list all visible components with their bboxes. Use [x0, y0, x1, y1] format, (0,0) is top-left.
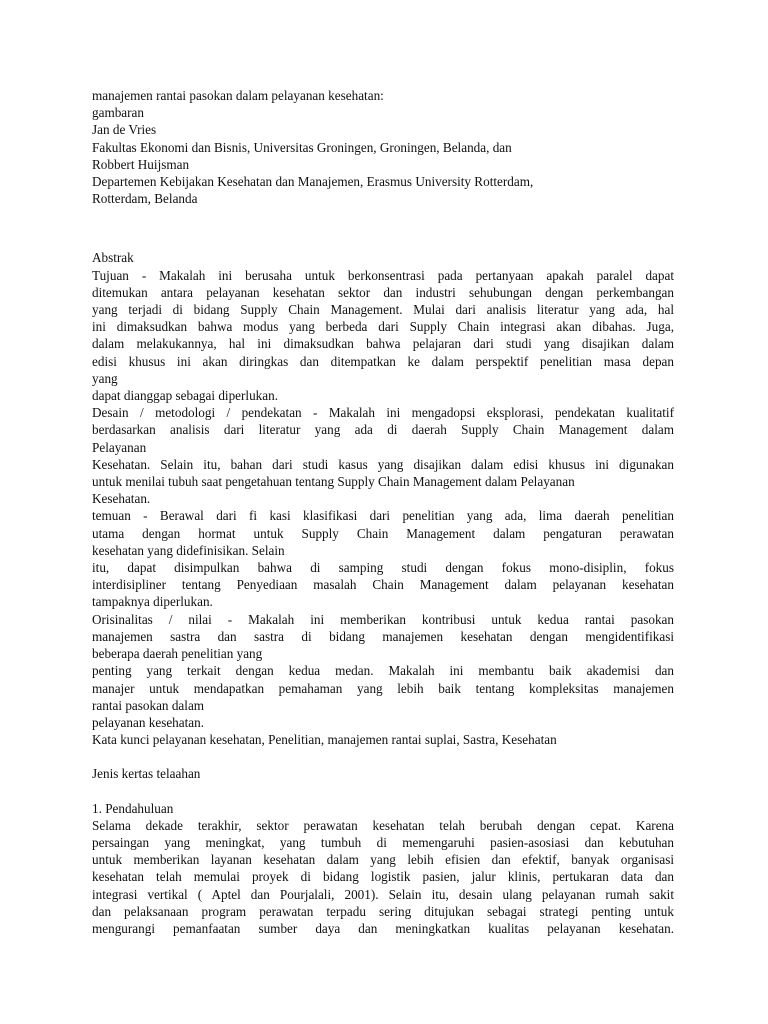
intro-line: dan pelaksanaan program perawatan terpadu sering ditujukan sebagai strategi penting untuk: [92, 903, 674, 919]
intro-line: Selama dekade terakhir, sektor perawatan kesehatan telah berubah dengan cepat. Karena: [92, 817, 674, 833]
abstract-line: dapat dianggap sebagai diperlukan.: [92, 388, 279, 404]
keywords-line: Kata kunci pelayanan kesehatan, Penelitian, manajemen rantai suplai, Sastra, Kesehatan: [92, 732, 557, 748]
abstract-line: ini dimaksudkan bahwa modus yang berbeda dari Supply Chain integrasi akan dibahas. Juga,: [92, 319, 674, 335]
abstract-line: Kesehatan. Selain itu, bahan dari studi kasus yang disajikan dalam edisi khusus ini digunakan: [92, 456, 674, 472]
abstract-line: utama dengan hormat untuk Supply Chain Management dalam pengaturan perawatan: [92, 525, 674, 541]
paper-type: Jenis kertas telaahan: [92, 766, 201, 782]
paper-subtitle: gambaran: [92, 105, 144, 121]
abstract-line: ditemukan antara pelayanan kesehatan sektor dan industri sehubungan dengan perkembangan: [92, 284, 674, 300]
abstract-line: tampaknya diperlukan.: [92, 594, 213, 610]
abstract-line: temuan - Berawal dari fi kasi klasifikasi dari penelitian yang ada, lima daerah penelitian: [92, 508, 674, 524]
abstract-line: Pelayanan: [92, 439, 147, 455]
author-affiliation: Rotterdam, Belanda: [92, 191, 198, 207]
abstract-line: yang: [92, 370, 118, 386]
abstract-heading: Abstrak: [92, 250, 134, 266]
abstract-line: edisi khusus ini akan diringkas dan ditempatkan ke dalam perspektif penelitian masa depan: [92, 353, 674, 369]
abstract-line: itu, dapat disimpulkan bahwa di samping studi dengan fokus mono-disiplin, fokus: [92, 560, 674, 576]
intro-line: persaingan yang meningkat, yang tumbuh di memengaruhi pasien-asosiasi dan kebutuhan: [92, 834, 674, 850]
abstract-line: dalam melakukannya, hal ini dimaksudkan bahwa pelajaran dari studi yang disajikan dalam: [92, 336, 674, 352]
abstract-line: Tujuan - Makalah ini berusaha untuk berkonsentrasi pada pertanyaan apakah paralel dapat: [92, 267, 674, 283]
abstract-line: pelayanan kesehatan.: [92, 714, 205, 730]
abstract-line: untuk menilai tubuh saat pengetahuan tentang Supply Chain Management dalam Pelayanan: [92, 474, 575, 490]
intro-line: integrasi vertikal ( Aptel dan Pourjalali, 2001). Selain itu, desain ulang pelayanan rumah sakit: [92, 886, 674, 902]
author-name: Robbert Huijsman: [92, 156, 190, 172]
abstract-line: kesehatan yang didefinisikan. Selain: [92, 542, 285, 558]
abstract-line: Kesehatan.: [92, 491, 151, 507]
intro-line: kesehatan telah memulai proyek di bidang logistik pasien, jalur klinis, pertukaran data dan: [92, 869, 674, 885]
intro-line: untuk memberikan layanan kesehatan dalam yang lebih efisien dan efektif, banyak organisasi: [92, 852, 674, 868]
abstract-line: Orisinalitas / nilai - Makalah ini memberikan kontribusi untuk kedua rantai pasokan: [92, 611, 674, 627]
abstract-line: yang terjadi di bidang Supply Chain Management. Mulai dari analisis literatur yang ada, hal: [92, 302, 674, 318]
paper-title: manajemen rantai pasokan dalam pelayanan kesehatan:: [92, 88, 384, 103]
abstract-line: manajer untuk mendapatkan pemahaman yang lebih baik tentang kompleksitas manajemen: [92, 680, 674, 696]
abstract-line: penting yang terkait dengan kedua medan. Makalah ini membantu baik akademisi dan: [92, 663, 674, 679]
author-affiliation: Departemen Kebijakan Kesehatan dan Manajemen, Erasmus University Rotterdam,: [92, 174, 534, 190]
abstract-line: berdasarkan analisis dari literatur yang ada di daerah Supply Chain Management dalam: [92, 422, 674, 438]
abstract-line: Desain / metodologi / pendekatan - Makalah ini mengadopsi eksplorasi, pendekatan kualitatif: [92, 405, 674, 421]
document-body: [92, 87, 674, 937]
abstract-line: rantai pasokan dalam: [92, 697, 205, 713]
author-name: Jan de Vries: [92, 122, 157, 138]
abstract-line: manajemen sastra dan sastra di bidang manajemen kesehatan dengan mengidentifikasi: [92, 628, 674, 644]
section-heading: 1. Pendahuluan: [92, 800, 174, 816]
author-affiliation: Fakultas Ekonomi dan Bisnis, Universitas Groningen, Groningen, Belanda, dan: [92, 139, 512, 155]
abstract-line: beberapa daerah penelitian yang: [92, 646, 263, 662]
intro-line: mengurangi pemanfaatan sumber daya dan meningkatkan kualitas pelayanan kesehatan.: [92, 920, 674, 936]
abstract-line: interdisipliner tentang Penyediaan masalah Chain Management dalam pelayanan kesehatan: [92, 577, 674, 593]
